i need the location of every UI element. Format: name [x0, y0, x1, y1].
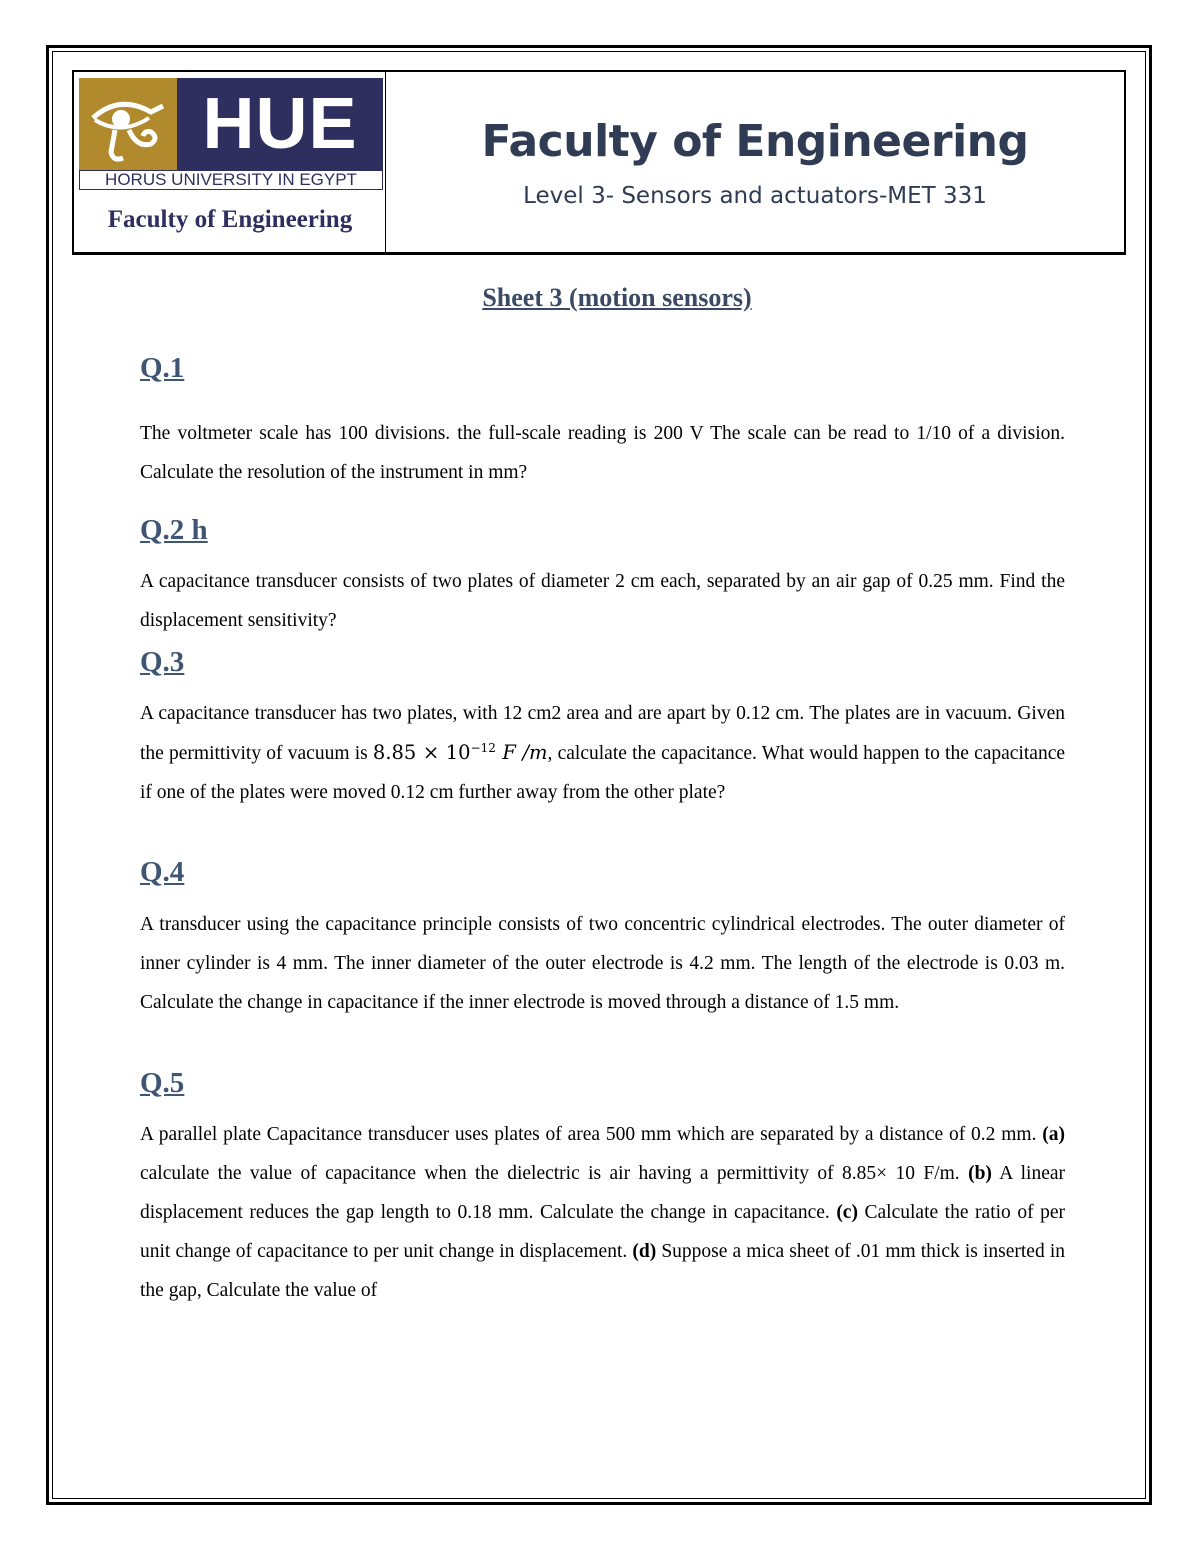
part-d-text: Suppose a mica sheet of .01 mm thick is inserted in the gap, Calculate the value of — [140, 1241, 1065, 1301]
part-a-label: (a) — [1042, 1124, 1065, 1145]
question-text-3-after: , calculate the capacitance. What would happen to the capacitance if one of the plates were moved 0.12 cm further away from the other plate? — [140, 743, 1066, 803]
permittivity-formula — [373, 741, 548, 764]
question-heading-4: Q.4 — [140, 856, 185, 888]
question-heading-3: Q.3 — [140, 646, 185, 678]
course-subtitle: Level 3- Sensors and actuators-MET 331 — [523, 183, 987, 209]
sheet-title: Sheet 3 (motion sensors) — [482, 283, 752, 312]
logo-brand-text: HUE — [177, 78, 383, 170]
part-b-label: (b) — [968, 1163, 992, 1184]
formula-exponent: −12 — [470, 741, 496, 755]
part-b-text: A linear displacement reduces the gap length to 0.18 mm. Calculate the change in capacitance. — [140, 1163, 1065, 1223]
formula-base: 8.85 × 10 — [372, 741, 471, 764]
part-a-text: calculate the value of capacitance when the dielectric is air having a permittivity of 8.85× 10 F/m. — [140, 1163, 969, 1184]
question-text-2: A capacitance transducer consists of two plates of diameter 2 cm each, separated by an air gap of 0.25 mm. Find the displacement sensitivity? — [140, 571, 1065, 631]
question-text-1: The voltmeter scale has 100 divisions. the full-scale reading is 200 V The scale can be read to 1/10 of a division. Calculate the resolution of the instrument in mm? — [140, 423, 1065, 483]
question-heading-2: Q.2 h — [140, 514, 208, 546]
question-text-5 — [140, 1115, 1065, 1310]
part-d-label: (d) — [632, 1241, 657, 1262]
question-heading-5: Q.5 — [140, 1067, 185, 1099]
university-logo — [79, 78, 383, 190]
part-c-label: (c) — [836, 1202, 858, 1223]
logo-faculty-label: Faculty of Engineering — [107, 206, 353, 233]
faculty-title: Faculty of Engineering — [481, 116, 1029, 167]
header-table — [72, 70, 1126, 255]
question-text-4: A transducer using the capacitance principle consists of two concentric cylindrical electrodes. The outer diameter of inner cylinder is 4 mm. The inner diameter of the outer electrode is 4.2 mm. The length of the electrode is 0.03 m. Calculate the change in capacitance if the inner electrode is moved through a distance of 1.5 mm. — [140, 914, 1065, 1013]
question-text-5-intro: A parallel plate Capacitance transducer uses plates of area 500 mm which are separated by a distance of 0.2 mm. — [140, 1124, 1043, 1145]
logo-university-name: HORUS UNIVERSITY IN EGYPT — [79, 170, 383, 190]
question-text-3 — [140, 694, 1065, 812]
question-text-3-before: A capacitance transducer has two plates, with 12 cm2 area and are apart by 0.12 cm. The plates are in vacuum. Given the permittivity of vacuum is — [140, 703, 1065, 764]
question-heading-1: Q.1 — [140, 352, 185, 384]
formula-unit: F /m — [502, 741, 548, 764]
eye-of-horus-icon — [79, 78, 177, 170]
logo-cell — [74, 72, 386, 252]
part-c-text: Calculate the ratio of per unit change of capacitance to per unit change in displacement. — [140, 1202, 1065, 1262]
title-cell — [386, 72, 1124, 252]
